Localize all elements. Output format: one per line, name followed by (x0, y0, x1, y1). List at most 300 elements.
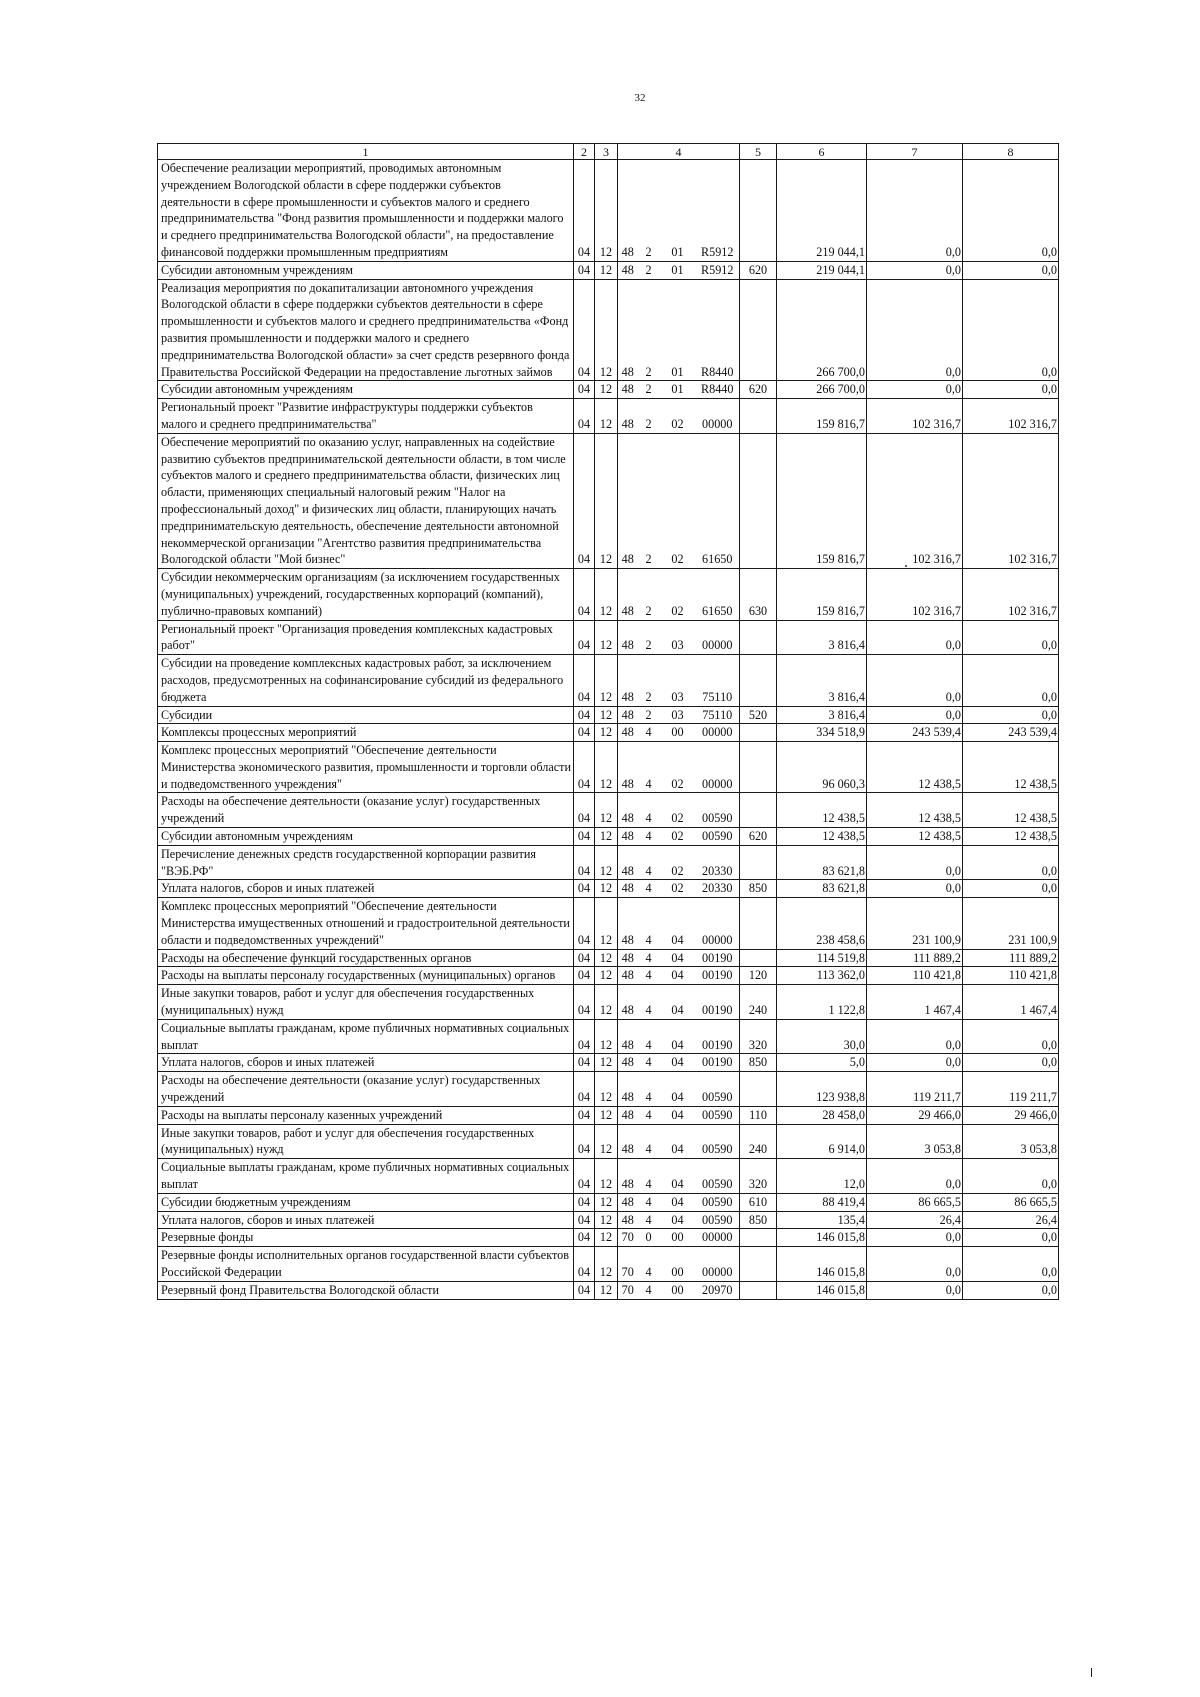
table-row (158, 1229, 1059, 1247)
cell-amount-3: 86 665,5 (963, 1193, 1059, 1211)
cell-expense-type (740, 1247, 777, 1282)
cell-program: 48 (618, 261, 638, 279)
cell-amount-3: 0,0 (963, 620, 1059, 655)
cell-section: 04 (574, 655, 595, 706)
cell-direction: 00590 (696, 1072, 740, 1107)
margin-mark (1091, 1668, 1092, 1677)
cell-amount-2: 0,0 (867, 160, 963, 262)
cell-program: 48 (618, 620, 638, 655)
cell-expense-type: 620 (740, 381, 777, 399)
cell-program-type: 2 (638, 381, 660, 399)
cell-section: 04 (574, 724, 595, 742)
page-number: 32 (634, 92, 646, 104)
row-name: Расходы на обеспечение деятельности (оказание услуг) государственных учреждений (158, 1072, 574, 1107)
cell-section: 04 (574, 845, 595, 880)
cell-program-type: 2 (638, 620, 660, 655)
cell-subsection: 12 (595, 1193, 618, 1211)
cell-program: 48 (618, 985, 638, 1020)
table-row (158, 742, 1059, 793)
cell-direction: 75110 (696, 706, 740, 724)
cell-direction: 00590 (696, 1124, 740, 1159)
cell-expense-type (740, 949, 777, 967)
cell-amount-3: 119 211,7 (963, 1072, 1059, 1107)
cell-amount-1: 6 914,0 (777, 1124, 867, 1159)
cell-section: 04 (574, 569, 595, 620)
row-name: Иные закупки товаров, работ и услуг для обеспечения государственных (муниципальных) нужд (158, 985, 574, 1020)
cell-amount-1: 146 015,8 (777, 1281, 867, 1299)
row-name: Комплекс процессных мероприятий "Обеспечение деятельности Министерства экономического развития, промышленности и торговли области и подведомственного учреждения" (158, 742, 574, 793)
row-name: Обеспечение реализации мероприятий, проводимых автономным учреждением Вологодской области в сфере поддержки субъектов деятельности в сфере промышленности и субъектов малого и среднего предпринимательства "Фонд развития промышленности и поддержки малого и среднего предпринимательства Вологодской области", на предоставление финансовой поддержки промышленным предприятиям (158, 160, 574, 262)
cell-amount-2: 0,0 (867, 1247, 963, 1282)
cell-subsection: 12 (595, 279, 618, 381)
cell-subsection: 12 (595, 1072, 618, 1107)
cell-amount-3: 0,0 (963, 1229, 1059, 1247)
cell-program: 48 (618, 399, 638, 434)
cell-section: 04 (574, 279, 595, 381)
cell-expense-type (740, 399, 777, 434)
cell-program-type: 4 (638, 1193, 660, 1211)
cell-subprogram: 03 (660, 620, 696, 655)
cell-expense-type: 320 (740, 1159, 777, 1194)
cell-program-type: 4 (638, 1072, 660, 1107)
cell-section: 04 (574, 1281, 595, 1299)
cell-amount-2: 111 889,2 (867, 949, 963, 967)
cell-expense-type (740, 620, 777, 655)
cell-expense-type (740, 724, 777, 742)
row-name: Резервные фонды исполнительных органов государственной власти субъектов Российской Федерации (158, 1247, 574, 1282)
cell-amount-1: 12 438,5 (777, 828, 867, 846)
cell-amount-3: 12 438,5 (963, 742, 1059, 793)
table-row (158, 967, 1059, 985)
cell-subprogram: 02 (660, 828, 696, 846)
cell-amount-1: 83 621,8 (777, 845, 867, 880)
cell-expense-type: 120 (740, 967, 777, 985)
cell-direction: 20330 (696, 845, 740, 880)
row-name: Расходы на обеспечение функций государственных органов (158, 949, 574, 967)
cell-section: 04 (574, 742, 595, 793)
cell-section: 04 (574, 880, 595, 898)
row-name: Резервные фонды (158, 1229, 574, 1247)
row-name: Перечисление денежных средств государственной корпорации развития "ВЭБ.РФ" (158, 845, 574, 880)
column-header-6: 6 (777, 144, 867, 160)
cell-subprogram: 00 (660, 1281, 696, 1299)
row-name: Субсидии бюджетным учреждениям (158, 1193, 574, 1211)
cell-amount-3: 102 316,7 (963, 433, 1059, 568)
cell-direction: 00000 (696, 898, 740, 949)
cell-section: 04 (574, 1159, 595, 1194)
cell-amount-3: 231 100,9 (963, 898, 1059, 949)
cell-section: 04 (574, 985, 595, 1020)
cell-program-type: 4 (638, 1019, 660, 1054)
cell-program: 48 (618, 160, 638, 262)
cell-subsection: 12 (595, 949, 618, 967)
cell-direction: 00000 (696, 1229, 740, 1247)
cell-expense-type: 850 (740, 1211, 777, 1229)
cell-amount-2: 0,0 (867, 845, 963, 880)
cell-subprogram: 04 (660, 1124, 696, 1159)
cell-subsection: 12 (595, 620, 618, 655)
column-header-7: 7 (867, 144, 963, 160)
cell-amount-3: 0,0 (963, 160, 1059, 262)
cell-amount-2: 0,0 (867, 279, 963, 381)
cell-expense-type (740, 1281, 777, 1299)
cell-subsection: 12 (595, 742, 618, 793)
cell-subsection: 12 (595, 1211, 618, 1229)
cell-program: 48 (618, 1211, 638, 1229)
cell-amount-2: 0,0 (867, 880, 963, 898)
cell-subprogram: 04 (660, 1106, 696, 1124)
cell-amount-1: 5,0 (777, 1054, 867, 1072)
cell-subprogram: 02 (660, 399, 696, 434)
cell-direction: 00590 (696, 1193, 740, 1211)
cell-section: 04 (574, 160, 595, 262)
cell-amount-3: 102 316,7 (963, 399, 1059, 434)
cell-direction: 00000 (696, 620, 740, 655)
cell-subsection: 12 (595, 1054, 618, 1072)
cell-amount-2: 12 438,5 (867, 828, 963, 846)
cell-section: 04 (574, 1106, 595, 1124)
cell-amount-3: 0,0 (963, 279, 1059, 381)
cell-subprogram: 03 (660, 706, 696, 724)
cell-subprogram: 02 (660, 742, 696, 793)
cell-amount-2: 119 211,7 (867, 1072, 963, 1107)
cell-program: 48 (618, 793, 638, 828)
cell-program-type: 2 (638, 433, 660, 568)
cell-amount-3: 0,0 (963, 655, 1059, 706)
table-row (158, 261, 1059, 279)
cell-amount-1: 123 938,8 (777, 1072, 867, 1107)
cell-amount-2: 102 316,7 (867, 569, 963, 620)
cell-subprogram: 01 (660, 160, 696, 262)
cell-program-type: 4 (638, 742, 660, 793)
cell-amount-1: 83 621,8 (777, 880, 867, 898)
table-row (158, 1211, 1059, 1229)
cell-subsection: 12 (595, 724, 618, 742)
row-name: Обеспечение мероприятий по оказанию услуг, направленных на содействие развитию субъектов предпринимательской деятельности области, в том числе субъектов малого и среднего предпринимательства области, физических лиц области, применяющих специальный налоговый режим "Налог на профессиональный доход" и физических лиц области, планирующих начать предпринимательскую деятельность, обеспечение деятельности автономной некоммерческой организации "Агентство развития предпринимательства Вологодской области "Мой бизнес" (158, 433, 574, 568)
cell-program-type: 4 (638, 898, 660, 949)
table-row (158, 949, 1059, 967)
cell-program: 48 (618, 279, 638, 381)
cell-direction: 61650 (696, 569, 740, 620)
column-header-8: 8 (963, 144, 1059, 160)
cell-amount-1: 28 458,0 (777, 1106, 867, 1124)
cell-program: 48 (618, 898, 638, 949)
row-name: Уплата налогов, сборов и иных платежей (158, 1054, 574, 1072)
cell-amount-2: 243 539,4 (867, 724, 963, 742)
cell-program: 48 (618, 828, 638, 846)
row-name: Комплекс процессных мероприятий "Обеспечение деятельности Министерства имущественных отношений и градостроительной деятельности области и подведомственных учреждений" (158, 898, 574, 949)
table-row (158, 620, 1059, 655)
cell-section: 04 (574, 1193, 595, 1211)
cell-program: 48 (618, 967, 638, 985)
cell-amount-3: 0,0 (963, 381, 1059, 399)
table-row (158, 724, 1059, 742)
cell-program-type: 4 (638, 1054, 660, 1072)
cell-subsection: 12 (595, 845, 618, 880)
cell-expense-type: 110 (740, 1106, 777, 1124)
cell-direction: R5912 (696, 160, 740, 262)
cell-direction: 00000 (696, 724, 740, 742)
cell-amount-3: 111 889,2 (963, 949, 1059, 967)
cell-direction: 00190 (696, 985, 740, 1020)
cell-amount-2: 0,0 (867, 1054, 963, 1072)
cell-amount-1: 238 458,6 (777, 898, 867, 949)
cell-program: 48 (618, 1124, 638, 1159)
column-header-2: 2 (574, 144, 595, 160)
cell-subprogram: 00 (660, 1229, 696, 1247)
cell-subprogram: 04 (660, 967, 696, 985)
row-name: Субсидии некоммерческим организациям (за исключением государственных (муниципальных) учреждений, государственных корпораций (компаний), публично-правовых компаний) (158, 569, 574, 620)
row-name: Региональный проект "Организация проведения комплексных кадастровых работ" (158, 620, 574, 655)
cell-program: 48 (618, 569, 638, 620)
cell-subsection: 12 (595, 1106, 618, 1124)
cell-direction: 00190 (696, 1054, 740, 1072)
cell-program-type: 4 (638, 985, 660, 1020)
cell-section: 04 (574, 1019, 595, 1054)
cell-amount-3: 26,4 (963, 1211, 1059, 1229)
cell-program-type: 2 (638, 569, 660, 620)
cell-program-type: 2 (638, 160, 660, 262)
cell-expense-type: 240 (740, 1124, 777, 1159)
table-row (158, 1193, 1059, 1211)
cell-direction: 20970 (696, 1281, 740, 1299)
cell-program-type: 2 (638, 279, 660, 381)
cell-direction: 00190 (696, 949, 740, 967)
cell-direction: R8440 (696, 381, 740, 399)
cell-direction: 00590 (696, 793, 740, 828)
row-name: Расходы на выплаты персоналу казенных учреждений (158, 1106, 574, 1124)
cell-section: 04 (574, 1124, 595, 1159)
cell-amount-2: 102 316,7 (867, 433, 963, 568)
cell-amount-1: 3 816,4 (777, 620, 867, 655)
row-name: Региональный проект "Развитие инфраструктуры поддержки субъектов малого и среднего предпринимательства" (158, 399, 574, 434)
table-row (158, 1054, 1059, 1072)
cell-amount-3: 12 438,5 (963, 828, 1059, 846)
cell-amount-1: 146 015,8 (777, 1229, 867, 1247)
row-name: Расходы на выплаты персоналу государственных (муниципальных) органов (158, 967, 574, 985)
cell-program: 48 (618, 706, 638, 724)
cell-expense-type: 850 (740, 880, 777, 898)
cell-amount-2: 231 100,9 (867, 898, 963, 949)
row-name: Реализация мероприятия по докапитализации автономного учреждения Вологодской области в сфере поддержки субъектов деятельности в сфере промышленности и субъектов малого и среднего предпринимательства «Фонд развития промышленности и поддержки малого и среднего предпринимательства Вологодской области» за счет средств резервного фонда Правительства Российской Федерации на предоставление льготных займов (158, 279, 574, 381)
cell-subprogram: 04 (660, 1072, 696, 1107)
cell-amount-2: 0,0 (867, 1229, 963, 1247)
cell-subsection: 12 (595, 1281, 618, 1299)
cell-subsection: 12 (595, 1019, 618, 1054)
table-row (158, 828, 1059, 846)
cell-program-type: 4 (638, 880, 660, 898)
cell-section: 04 (574, 1054, 595, 1072)
table-row (158, 160, 1059, 262)
cell-amount-3: 0,0 (963, 261, 1059, 279)
cell-subsection: 12 (595, 1229, 618, 1247)
cell-subprogram: 04 (660, 1054, 696, 1072)
cell-expense-type (740, 742, 777, 793)
cell-program: 48 (618, 655, 638, 706)
table-row (158, 1106, 1059, 1124)
cell-amount-3: 0,0 (963, 1019, 1059, 1054)
cell-program-type: 4 (638, 967, 660, 985)
cell-expense-type (740, 1072, 777, 1107)
cell-amount-2: 0,0 (867, 620, 963, 655)
table-row (158, 1019, 1059, 1054)
cell-section: 04 (574, 1229, 595, 1247)
table-body (158, 160, 1059, 1300)
cell-amount-1: 159 816,7 (777, 433, 867, 568)
cell-amount-2: 12 438,5 (867, 793, 963, 828)
cell-expense-type: 850 (740, 1054, 777, 1072)
cell-direction: 00190 (696, 1019, 740, 1054)
cell-subsection: 12 (595, 1124, 618, 1159)
cell-amount-3: 1 467,4 (963, 985, 1059, 1020)
cell-direction: 00000 (696, 742, 740, 793)
cell-subprogram: 01 (660, 261, 696, 279)
cell-subprogram: 04 (660, 1159, 696, 1194)
cell-expense-type (740, 655, 777, 706)
column-header-1: 1 (158, 144, 574, 160)
cell-subsection: 12 (595, 985, 618, 1020)
cell-program: 48 (618, 1072, 638, 1107)
cell-amount-3: 0,0 (963, 880, 1059, 898)
table-row (158, 279, 1059, 381)
cell-subsection: 12 (595, 898, 618, 949)
cell-amount-2: 12 438,5 (867, 742, 963, 793)
cell-amount-1: 30,0 (777, 1019, 867, 1054)
row-name: Иные закупки товаров, работ и услуг для обеспечения государственных (муниципальных) нужд (158, 1124, 574, 1159)
cell-program-type: 4 (638, 1281, 660, 1299)
cell-amount-1: 1 122,8 (777, 985, 867, 1020)
cell-section: 04 (574, 828, 595, 846)
cell-section: 04 (574, 949, 595, 967)
cell-program: 70 (618, 1229, 638, 1247)
cell-program: 48 (618, 742, 638, 793)
cell-program-type: 2 (638, 261, 660, 279)
cell-amount-1: 266 700,0 (777, 381, 867, 399)
cell-expense-type (740, 1229, 777, 1247)
cell-program-type: 2 (638, 655, 660, 706)
cell-subprogram: 02 (660, 569, 696, 620)
cell-subsection: 12 (595, 433, 618, 568)
cell-amount-3: 0,0 (963, 706, 1059, 724)
cell-section: 04 (574, 967, 595, 985)
cell-expense-type (740, 279, 777, 381)
cell-amount-2: 0,0 (867, 1281, 963, 1299)
cell-expense-type (740, 433, 777, 568)
cell-amount-1: 3 816,4 (777, 655, 867, 706)
row-name: Субсидии автономным учреждениям (158, 261, 574, 279)
cell-expense-type (740, 898, 777, 949)
row-name: Уплата налогов, сборов и иных платежей (158, 880, 574, 898)
table-row (158, 569, 1059, 620)
table-row (158, 1072, 1059, 1107)
cell-program-type: 4 (638, 724, 660, 742)
cell-amount-1: 135,4 (777, 1211, 867, 1229)
cell-amount-1: 114 519,8 (777, 949, 867, 967)
cell-direction: 00590 (696, 828, 740, 846)
cell-direction: R5912 (696, 261, 740, 279)
table-row (158, 381, 1059, 399)
cell-subprogram: 01 (660, 381, 696, 399)
cell-subprogram: 04 (660, 1193, 696, 1211)
cell-expense-type: 610 (740, 1193, 777, 1211)
cell-section: 04 (574, 1072, 595, 1107)
cell-amount-3: 12 438,5 (963, 793, 1059, 828)
table-row (158, 1281, 1059, 1299)
cell-program: 48 (618, 433, 638, 568)
cell-program-type: 4 (638, 793, 660, 828)
cell-amount-3: 0,0 (963, 1159, 1059, 1194)
row-name: Субсидии автономным учреждениям (158, 381, 574, 399)
cell-subsection: 12 (595, 793, 618, 828)
cell-section: 04 (574, 1211, 595, 1229)
cell-program: 48 (618, 381, 638, 399)
table-row (158, 706, 1059, 724)
table-row (158, 1159, 1059, 1194)
row-name: Расходы на обеспечение деятельности (оказание услуг) государственных учреждений (158, 793, 574, 828)
cell-amount-1: 159 816,7 (777, 569, 867, 620)
table-row (158, 898, 1059, 949)
cell-subsection: 12 (595, 880, 618, 898)
cell-direction: 00590 (696, 1106, 740, 1124)
table-row (158, 399, 1059, 434)
cell-amount-1: 219 044,1 (777, 160, 867, 262)
cell-amount-2: 110 421,8 (867, 967, 963, 985)
cell-subprogram: 00 (660, 724, 696, 742)
cell-subsection: 12 (595, 967, 618, 985)
column-header-4: 4 (618, 144, 740, 160)
cell-subprogram: 02 (660, 880, 696, 898)
cell-amount-3: 0,0 (963, 1281, 1059, 1299)
cell-program: 48 (618, 1193, 638, 1211)
row-name: Социальные выплаты гражданам, кроме публичных нормативных социальных выплат (158, 1159, 574, 1194)
cell-expense-type (740, 845, 777, 880)
cell-direction: 00000 (696, 1247, 740, 1282)
cell-amount-2: 0,0 (867, 1019, 963, 1054)
cell-program-type: 2 (638, 706, 660, 724)
cell-program: 48 (618, 724, 638, 742)
cell-program: 48 (618, 845, 638, 880)
cell-expense-type: 630 (740, 569, 777, 620)
cell-expense-type: 240 (740, 985, 777, 1020)
cell-section: 04 (574, 433, 595, 568)
cell-amount-1: 334 518,9 (777, 724, 867, 742)
cell-program: 48 (618, 880, 638, 898)
cell-amount-1: 12,0 (777, 1159, 867, 1194)
cell-amount-1: 159 816,7 (777, 399, 867, 434)
cell-subsection: 12 (595, 399, 618, 434)
cell-amount-2: 1 467,4 (867, 985, 963, 1020)
cell-section: 04 (574, 381, 595, 399)
cell-amount-2: 0,0 (867, 655, 963, 706)
cell-subsection: 12 (595, 828, 618, 846)
cell-subsection: 12 (595, 569, 618, 620)
cell-program: 48 (618, 1159, 638, 1194)
cell-amount-1: 113 362,0 (777, 967, 867, 985)
cell-subsection: 12 (595, 1159, 618, 1194)
cell-program-type: 4 (638, 1211, 660, 1229)
cell-subsection: 12 (595, 160, 618, 262)
row-name: Комплексы процессных мероприятий (158, 724, 574, 742)
table-row (158, 985, 1059, 1020)
cell-subprogram: 04 (660, 949, 696, 967)
row-name: Субсидии автономным учреждениям (158, 828, 574, 846)
cell-subsection: 12 (595, 706, 618, 724)
cell-amount-2: 0,0 (867, 1159, 963, 1194)
cell-direction: R8440 (696, 279, 740, 381)
cell-amount-3: 102 316,7 (963, 569, 1059, 620)
cell-amount-1: 12 438,5 (777, 793, 867, 828)
cell-subsection: 12 (595, 1247, 618, 1282)
